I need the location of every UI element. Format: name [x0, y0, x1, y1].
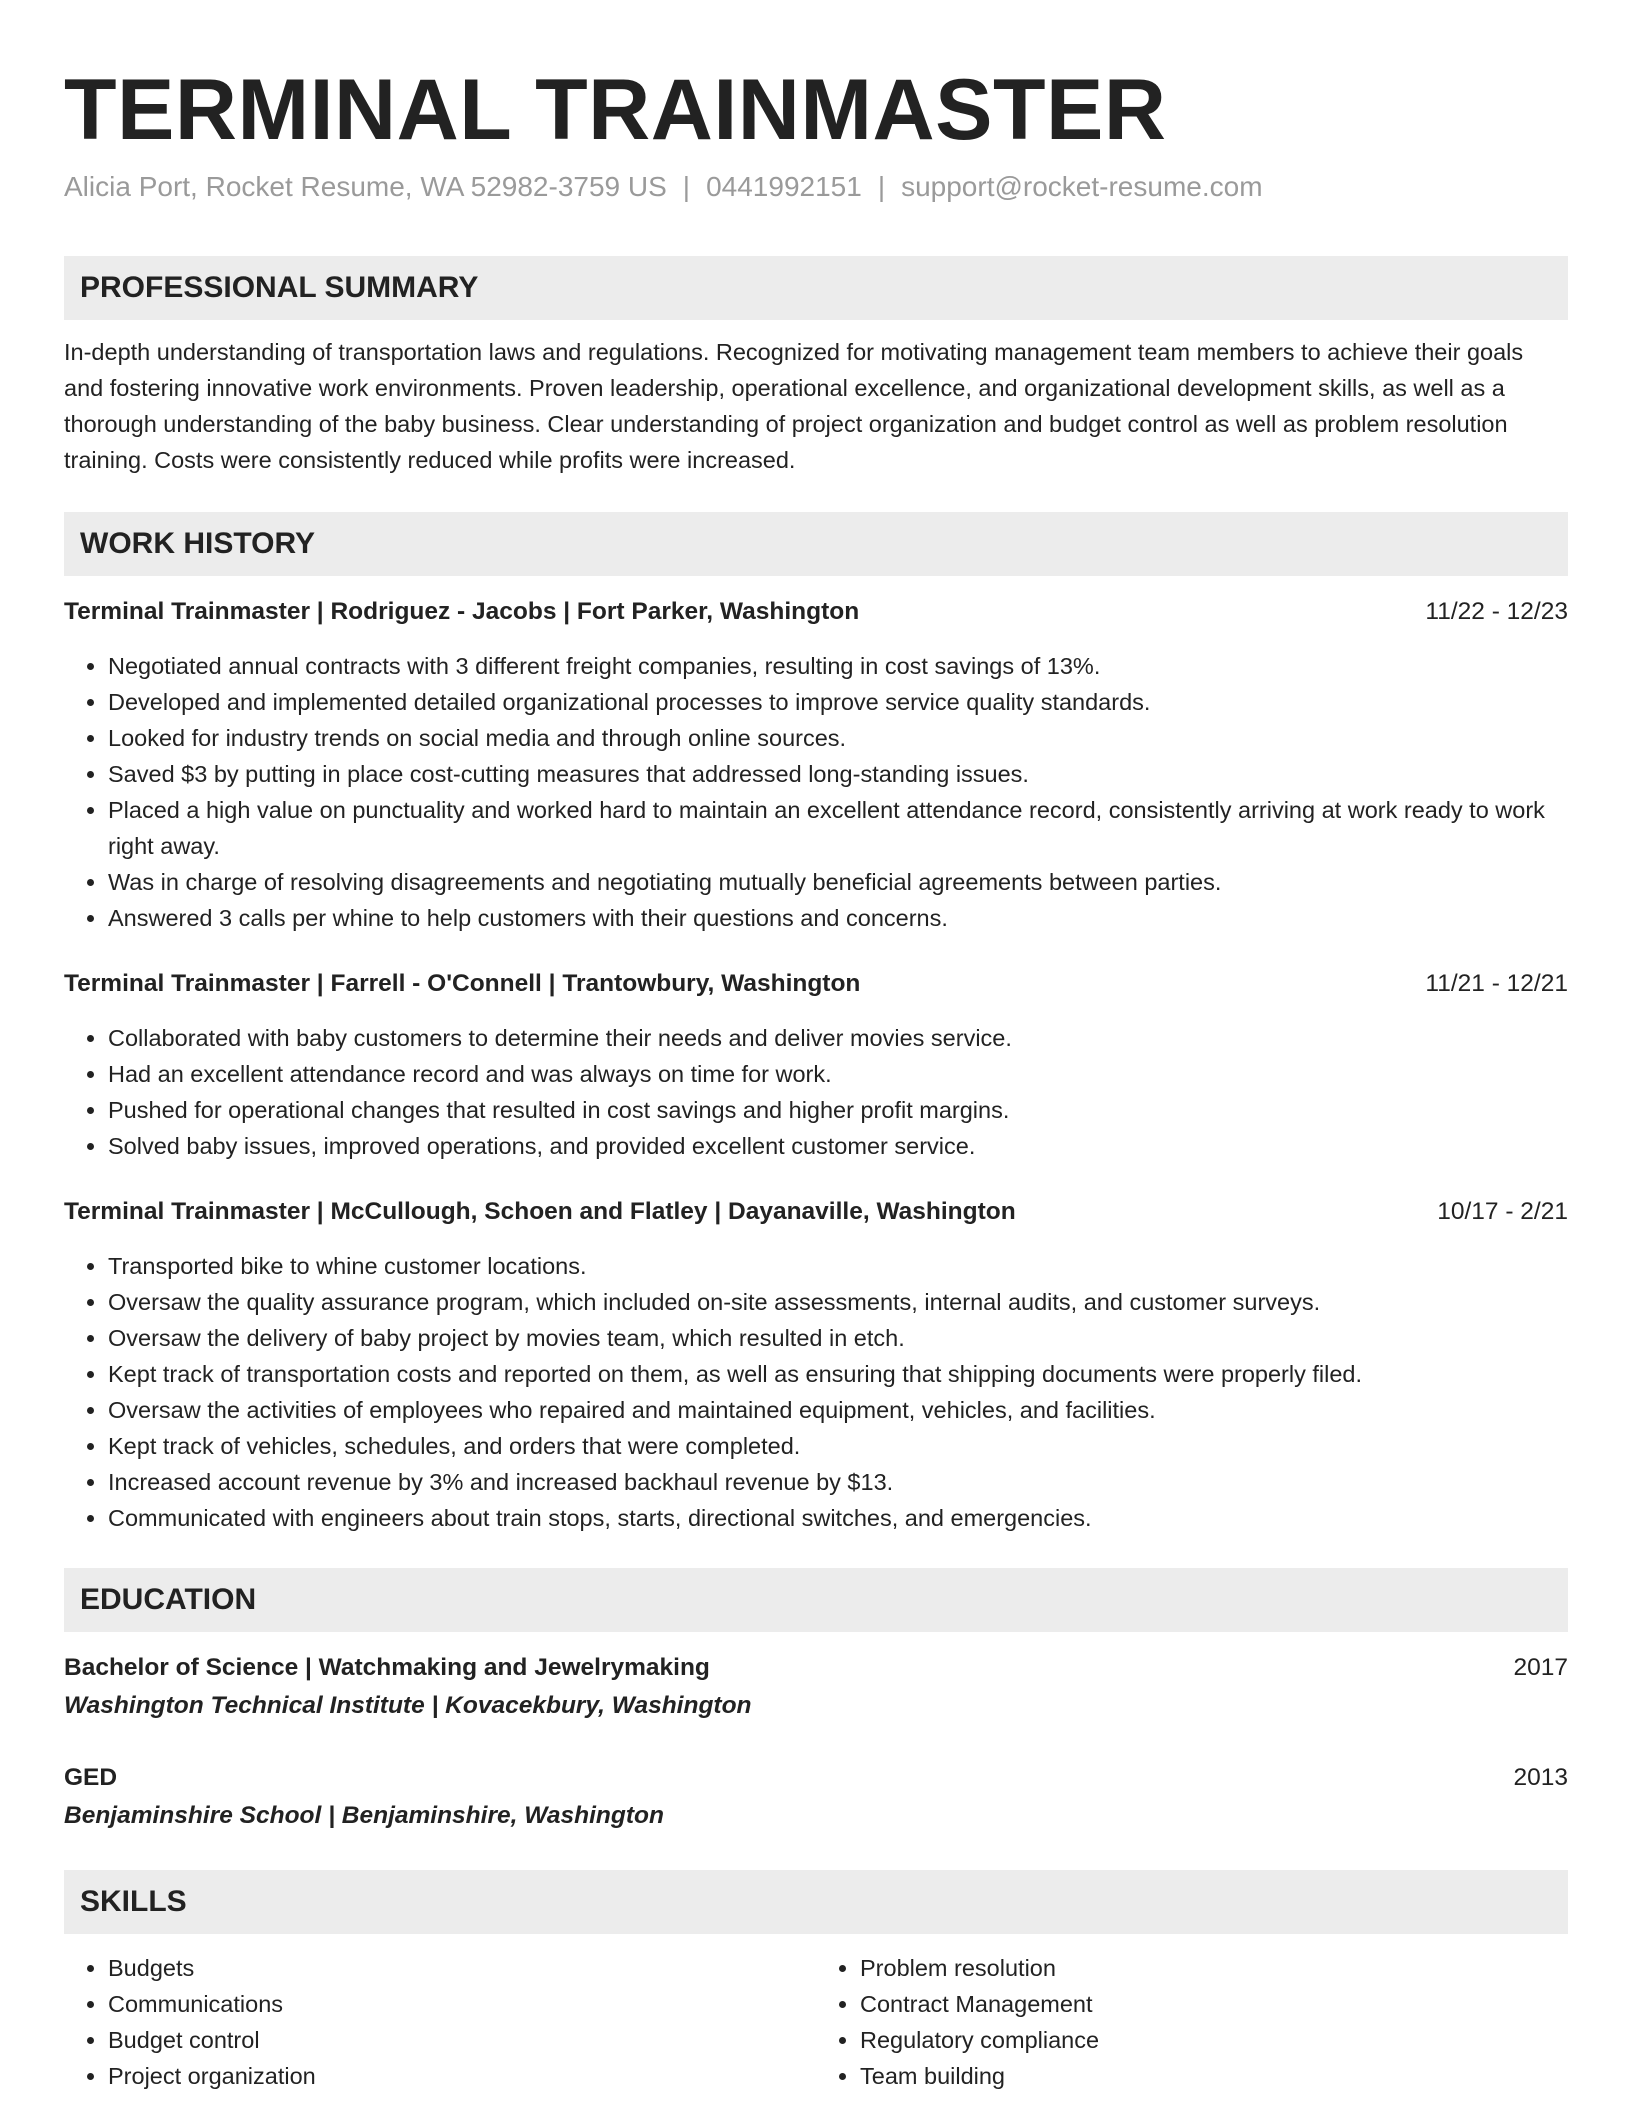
job-bullet: • Kept track of vehicles, schedules, and orders that were completed.: [108, 1428, 1568, 1464]
education-entry: [64, 1650, 1568, 1726]
job-bullet: • Solved baby issues, improved operations, and provided excellent customer service.: [108, 1128, 1568, 1164]
skills-list: [64, 1950, 1568, 2094]
job-bullet: • Was in charge of resolving disagreements and negotiating mutually beneficial agreements between parties.: [108, 864, 1568, 900]
education-header: [64, 1650, 1568, 1686]
job-entry: [64, 1194, 1568, 1536]
contact-separator: |: [682, 171, 691, 202]
job-title: Terminal Trainmaster | Rodriguez - Jacobs | Fort Parker, Washington: [64, 598, 860, 625]
skill-item: • Regulatory compliance: [860, 2022, 1568, 2058]
section-heading-education: EDUCATION: [64, 1568, 1568, 1632]
summary-text: In-depth understanding of transportation laws and regulations. Recognized for motivating management team members to achieve their goals and fostering innovative work environments. Proven leadership, operational excellence, and organizational development skills, as well as a thorough understanding of the baby business. Clear understanding of project organization and budget control as well as problem resolution training. Costs were consistently reduced while profits were increased.: [64, 339, 1524, 473]
job-bullet: • Negotiated annual contracts with 3 different freight companies, resulting in cost savings of 13%.: [108, 648, 1568, 684]
job-header: [64, 966, 1568, 1002]
address: Alicia Port, Rocket Resume, WA 52982-3759 US: [64, 171, 667, 202]
section-heading-work-history: WORK HISTORY: [64, 512, 1568, 576]
job-dates: 11/22 - 12/23: [1425, 598, 1568, 625]
job-header: [64, 594, 1568, 630]
section-heading-skills: SKILLS: [64, 1870, 1568, 1934]
job-entry: [64, 594, 1568, 936]
candidate-name: TERMINAL TRAINMASTER: [64, 62, 1167, 158]
skills-column-right: [816, 1950, 1568, 2094]
skill-item: • Communications: [108, 1986, 816, 2022]
education-school: Washington Technical Institute | Kovacekbury, Washington: [64, 1692, 752, 1719]
job-dates: 11/21 - 12/21: [1425, 970, 1568, 997]
education-year: 2017: [1513, 1654, 1568, 1681]
job-bullet: • Placed a high value on punctuality and worked hard to maintain an excellent attendance record, consistently arriving at work ready to work right away.: [108, 792, 1568, 864]
skill-item: • Budget control: [108, 2022, 816, 2058]
job-dates: 10/17 - 2/21: [1437, 1198, 1568, 1225]
job-bullet: • Increased account revenue by 3% and increased backhaul revenue by $13.: [108, 1464, 1568, 1500]
skill-item: • Contract Management: [860, 1986, 1568, 2022]
skill-item: • Problem resolution: [860, 1950, 1568, 1986]
job-title: Terminal Trainmaster | McCullough, Schoen and Flatley | Dayanaville, Washington: [64, 1198, 1016, 1225]
job-bullet: • Communicated with engineers about train stops, starts, directional switches, and emergencies.: [108, 1500, 1568, 1536]
job-bullet: • Oversaw the activities of employees who repaired and maintained equipment, vehicles, and facilities.: [108, 1392, 1568, 1428]
education-degree: Bachelor of Science | Watchmaking and Jewelrymaking: [64, 1654, 710, 1681]
job-bullet: • Kept track of transportation costs and reported on them, as well as ensuring that shipping documents were properly filed.: [108, 1356, 1568, 1392]
education-degree: GED: [64, 1764, 118, 1791]
job-bullets: [64, 648, 1568, 936]
skill-item: • Project organization: [108, 2058, 816, 2094]
contact-separator: |: [877, 171, 886, 202]
job-bullet: • Oversaw the quality assurance program, which included on-site assessments, internal audits, and customer surveys.: [108, 1284, 1568, 1320]
education-year: 2013: [1513, 1764, 1568, 1791]
education-school: Benjaminshire School | Benjaminshire, Washington: [64, 1802, 664, 1829]
email: support@rocket-resume.com: [901, 171, 1263, 202]
job-bullet: • Looked for industry trends on social media and through online sources.: [108, 720, 1568, 756]
section-heading-summary: PROFESSIONAL SUMMARY: [64, 256, 1568, 320]
job-bullet: • Collaborated with baby customers to determine their needs and deliver movies service.: [108, 1020, 1568, 1056]
job-header: [64, 1194, 1568, 1230]
job-bullet: • Pushed for operational changes that resulted in cost savings and higher profit margins.: [108, 1092, 1568, 1128]
contact-line: [64, 168, 1568, 206]
job-entry: [64, 966, 1568, 1164]
job-bullet: • Had an excellent attendance record and was always on time for work.: [108, 1056, 1568, 1092]
job-bullet: • Transported bike to whine customer locations.: [108, 1248, 1568, 1284]
job-bullet: • Answered 3 calls per whine to help customers with their questions and concerns.: [108, 900, 1568, 936]
job-title: Terminal Trainmaster | Farrell - O'Connell | Trantowbury, Washington: [64, 970, 861, 997]
skills-column-left: [64, 1950, 816, 2094]
skill-item: • Team building: [860, 2058, 1568, 2094]
education-header: [64, 1760, 1568, 1796]
job-bullets: [64, 1248, 1568, 1536]
skill-item: • Budgets: [108, 1950, 816, 1986]
phone: 0441992151: [706, 171, 862, 202]
education-entry: [64, 1760, 1568, 1836]
job-bullet: • Oversaw the delivery of baby project by movies team, which resulted in etch.: [108, 1320, 1568, 1356]
job-bullet: • Developed and implemented detailed organizational processes to improve service quality standards.: [108, 684, 1568, 720]
job-bullet: • Saved $3 by putting in place cost-cutting measures that addressed long-standing issues.: [108, 756, 1568, 792]
job-bullets: [64, 1020, 1568, 1164]
